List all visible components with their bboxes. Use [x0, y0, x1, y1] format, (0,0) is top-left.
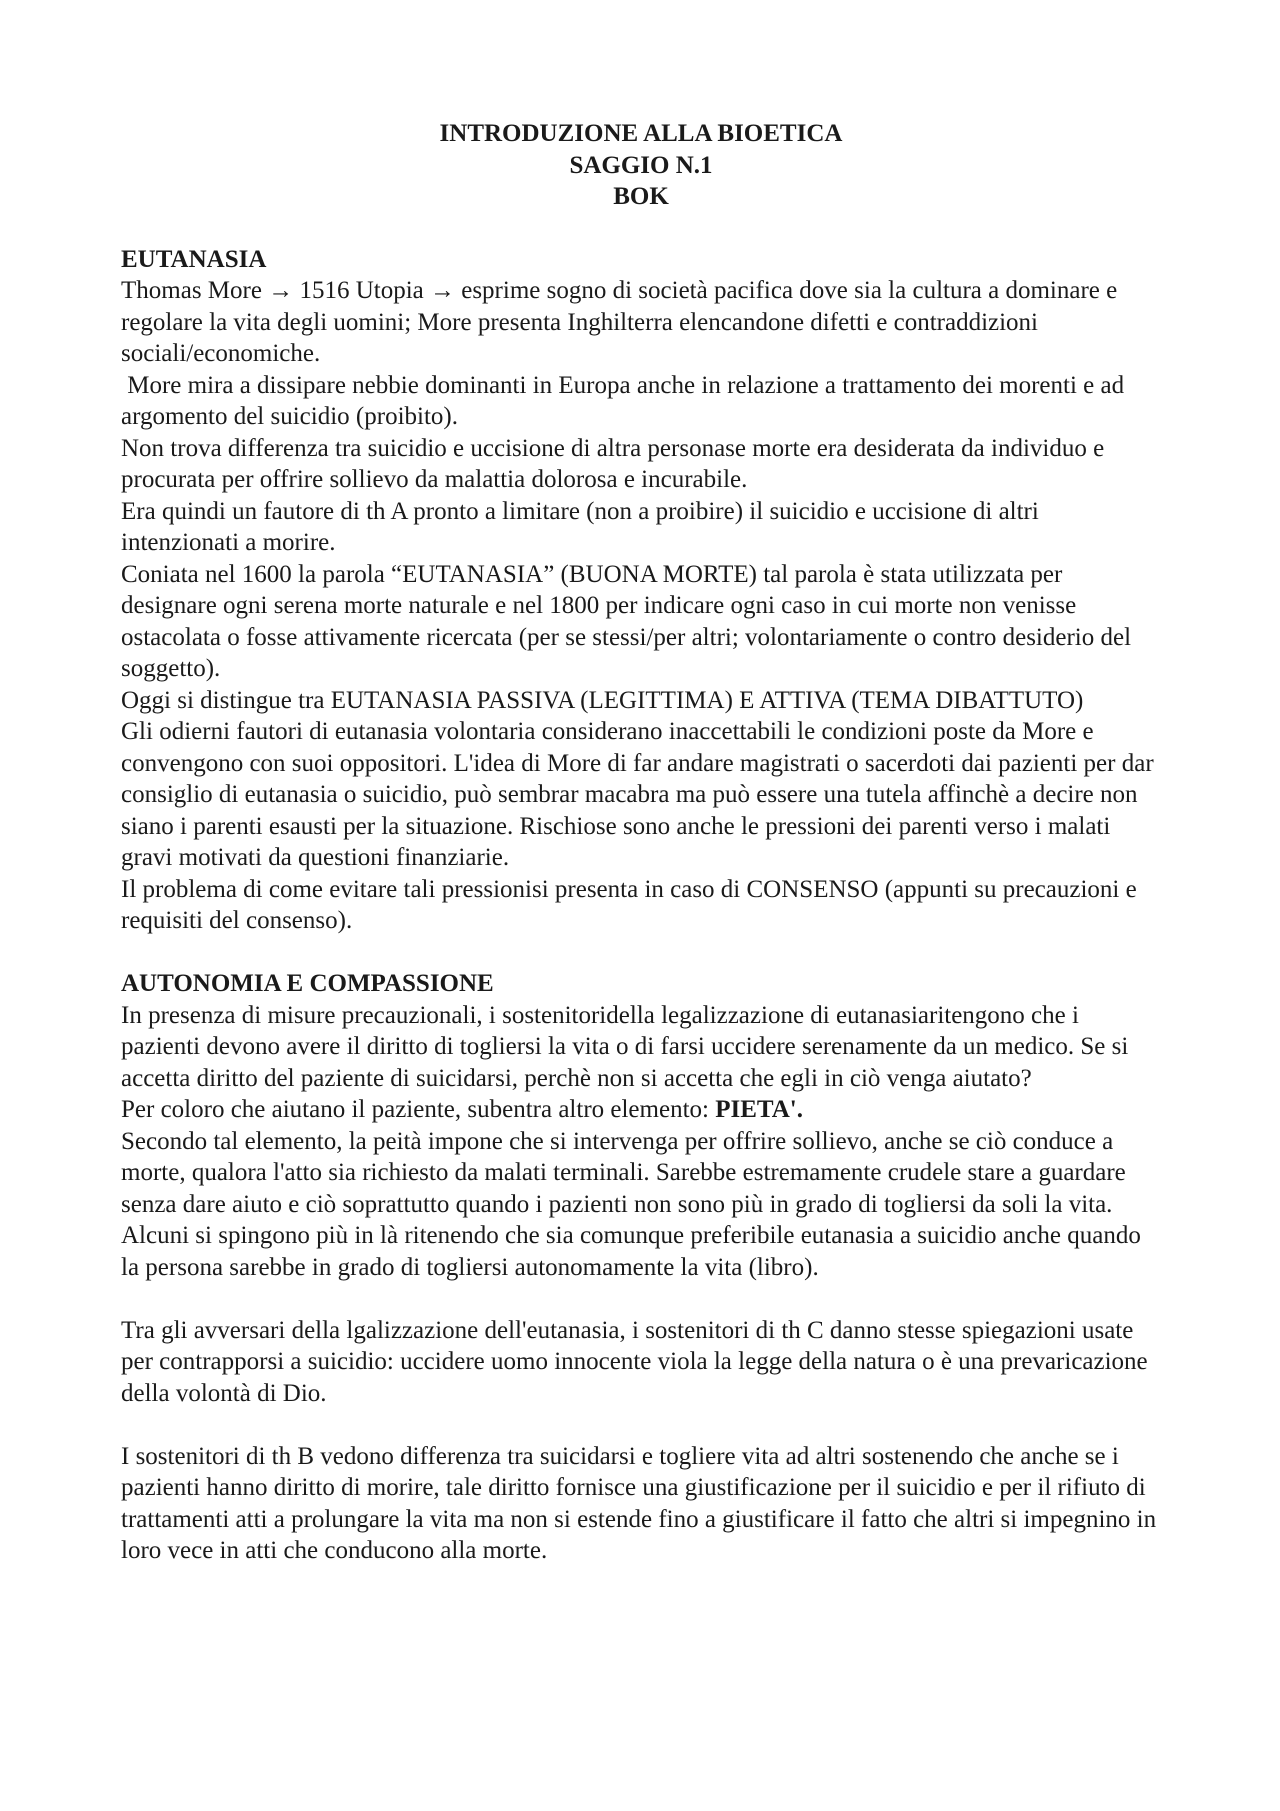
title-line-1: INTRODUZIONE ALLA BIOETICA: [439, 120, 843, 147]
document-title: [121, 118, 1161, 213]
paragraph: Thomas More → 1516 Utopia → esprime sogno di società pacifica dove sia la cultura a dominare e regolare la vita degli uomini; More presenta Inghilterra elencandone difetti e contraddizioni sociali/economiche.: [121, 277, 1118, 367]
pieta-bold-text: PIETA'.: [715, 1096, 803, 1123]
title-line-3: BOK: [613, 183, 669, 210]
paragraph-pieta: [121, 1094, 1161, 1126]
spacer: [121, 937, 1161, 969]
paragraph: Alcuni si spingono più in là ritenendo che sia comunque preferibile eutanasia a suicidio anche quando la persona sarebbe in grado di togliersi autonomamente la vita (libro).: [121, 1222, 1141, 1281]
paragraph: I sostenitori di th B vedono differenza tra suicidarsi e togliere vita ad altri sostenendo che anche se i pazienti hanno diritto di morire, tale diritto fornisce una giustificazione per il suicidio e per il rifiuto di trattamenti atti a prolungare la vita ma non si estende fino a giustificare il fatto che altri si impegnino in loro vece in atti che conducono alla morte.: [121, 1442, 1157, 1564]
paragraph: Coniata nel 1600 la parola “EUTANASIA” (BUONA MORTE) tal parola è stata utilizzata per designare ogni serena morte naturale e nel 1800 per indicare ogni caso in cui morte non venisse ostacolata o fosse attivamente ricercata (per se stessi/per altri; volontariamente o contro desiderio del soggetto).: [121, 560, 1132, 682]
document-page: [121, 118, 1161, 1567]
paragraph: In presenza di misure precauzionali, i sostenitoridella legalizzazione di eutanasiaritengono che i pazienti devono avere il diritto di togliersi la vita o di farsi uccidere serenamente da un medico. Se si accetta diritto del paziente di suicidarsi, perchè non si accetta che egli in ciò venga aiutato?: [121, 1001, 1129, 1092]
paragraph: More mira a dissipare nebbie dominanti in Europa anche in relazione a trattamento dei morenti e ad argomento del suicidio (proibito).: [121, 371, 1131, 430]
paragraph: Era quindi un fautore di th A pronto a limitare (non a proibire) il suicidio e uccisione di altri intenzionati a morire.: [121, 497, 1039, 556]
pieta-intro-text: Per coloro che aiutano il paziente, subentra altro elemento:: [121, 1096, 716, 1123]
paragraph: Tra gli avversari della lgalizzazione dell'eutanasia, i sostenitori di th C danno stesse spiegazioni usate per contrapporsi a suicidio: uccidere uomo innocente viola la legge della natura o è una prevaricazione della volontà di Dio.: [121, 1316, 1148, 1407]
paragraph: Non trova differenza tra suicidio e uccisione di altra personase morte era desiderata da individuo e procurata per offrire sollievo da malattia dolorosa e incurabile.: [121, 434, 1105, 493]
section-heading-autonomia: AUTONOMIA E COMPASSIONE: [121, 970, 494, 997]
paragraph: Il problema di come evitare tali pressionisi presenta in caso di CONSENSO (appunti su precauzioni e requisiti del consenso).: [121, 875, 1137, 934]
paragraph: Oggi si distingue tra EUTANASIA PASSIVA (LEGITTIMA) E ATTIVA (TEMA DIBATTUTO): [121, 686, 1084, 714]
paragraph: Gli odierni fautori di eutanasia volontaria considerano inaccettabili le condizioni poste da More e convengono con suoi oppositori. L'idea di More di far andare magistrati o sacerdoti dai pazienti per dar consiglio di eutanasia o suicidio, può sembrar macabra ma può essere una tutela affinchè a decire non siano i parenti esausti per la situazione. Rischiose sono anche le pressioni dei parenti verso i malati gravi motivati da questioni finanziarie.: [121, 718, 1154, 871]
paragraph: Secondo tal elemento, la peità impone che si intervenga per offrire sollievo, anche se ciò conduce a morte, qualora l'atto sia richiesto da malati terminali. Sarebbe estremamente crudele stare a guardare senza dare aiuto e ciò soprattutto quando i pazienti non sono più in grado di togliersi da soli la vita.: [121, 1127, 1126, 1218]
section-heading-eutanasia: EUTANASIA: [121, 245, 267, 273]
title-line-2: SAGGIO N.1: [569, 151, 713, 179]
spacer: [121, 1283, 1161, 1315]
spacer: [121, 1409, 1161, 1441]
